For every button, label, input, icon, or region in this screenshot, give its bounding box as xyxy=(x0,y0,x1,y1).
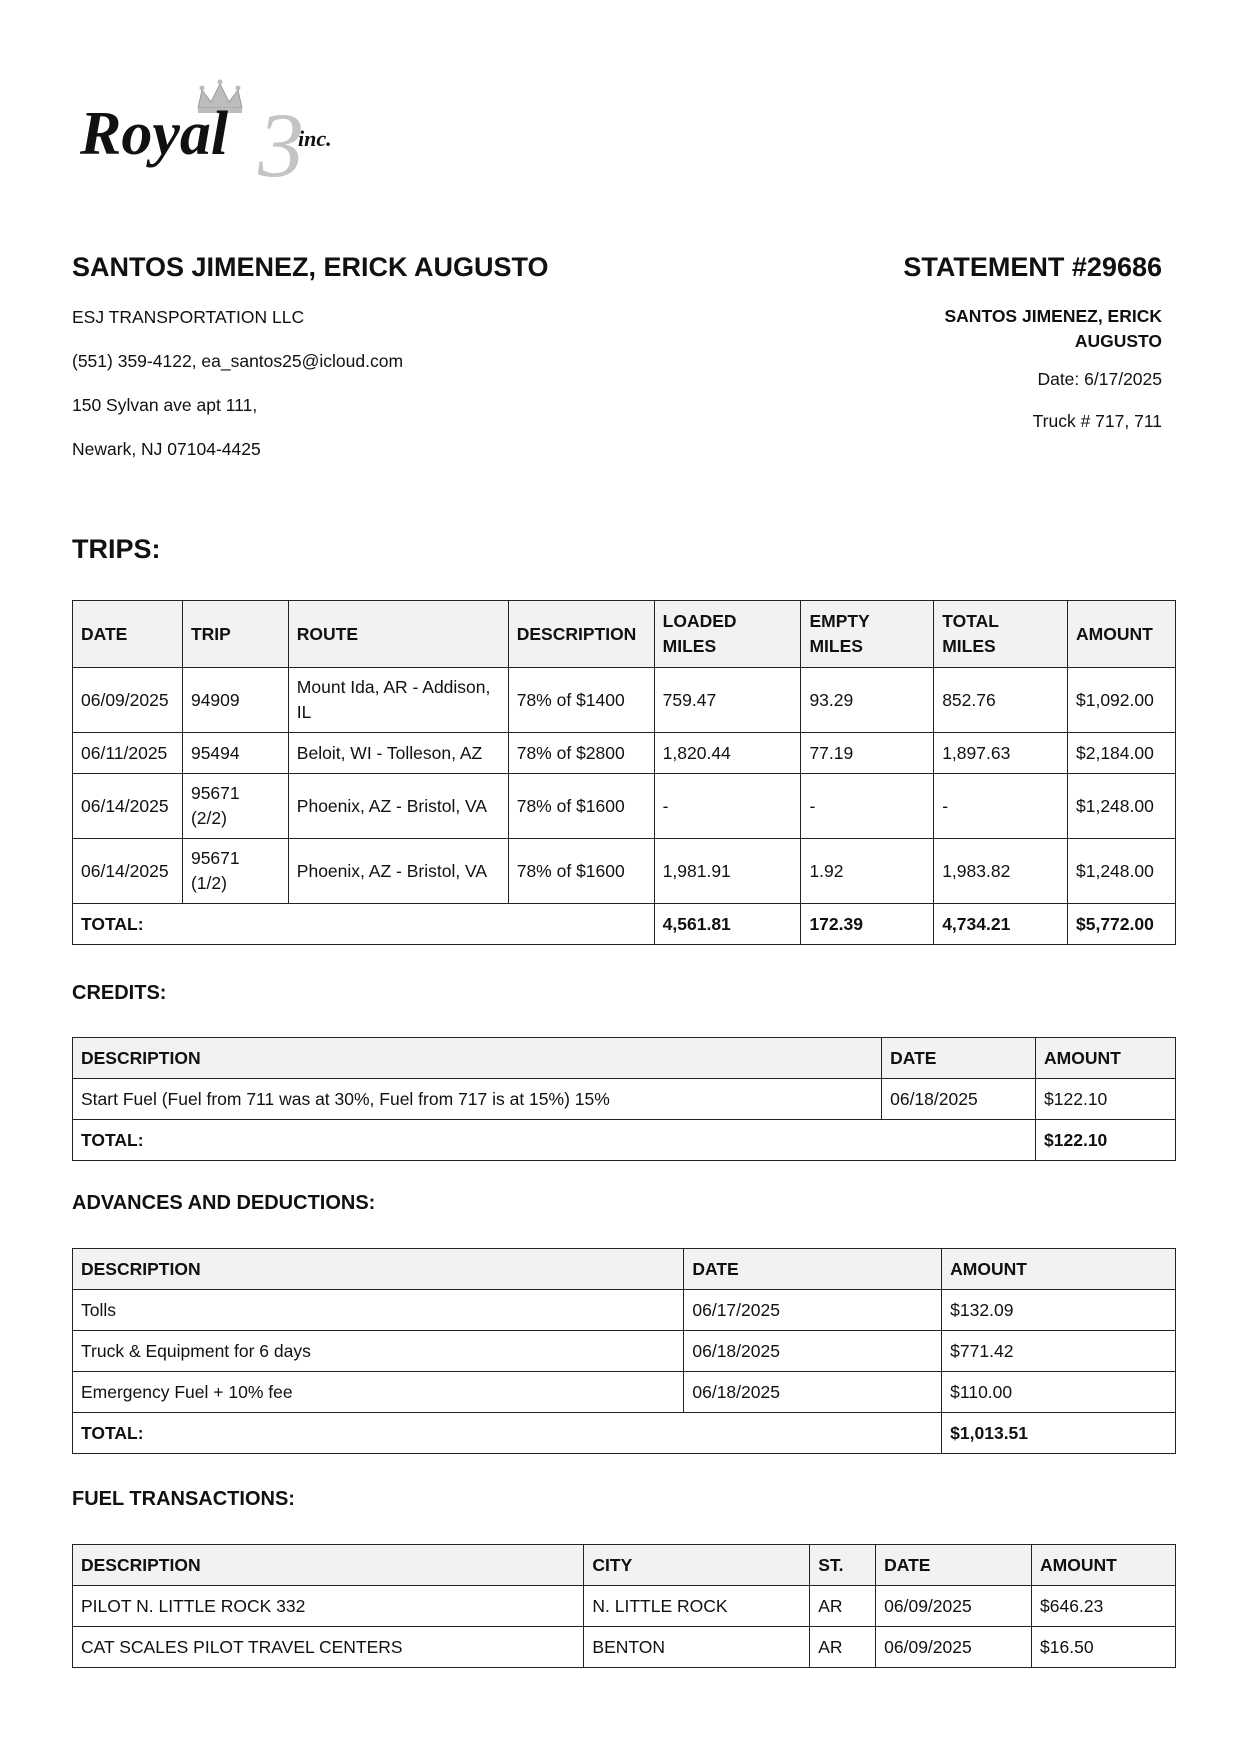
fuel-title: FUEL TRANSACTIONS: xyxy=(72,1488,295,1510)
credits-title: CREDITS: xyxy=(72,982,167,1004)
trip-loaded-miles: - xyxy=(654,774,801,839)
col-header-empty-miles: EMPTY MILES xyxy=(801,601,934,668)
statement-info xyxy=(762,250,1162,432)
col-header-amount: AMOUNT xyxy=(1036,1038,1176,1079)
credit-description: Start Fuel (Fuel from 711 was at 30%, Fuel from 717 is at 15%) 15% xyxy=(73,1079,882,1120)
total-label: TOTAL: xyxy=(73,904,655,945)
table-row xyxy=(73,1586,1176,1627)
trip-total-miles: 1,897.63 xyxy=(934,733,1068,774)
col-header-route: ROUTE xyxy=(288,601,508,668)
fuel-city: BENTON xyxy=(584,1627,810,1668)
col-header-total-miles: TOTAL MILES xyxy=(934,601,1068,668)
col-header-state: ST. xyxy=(810,1545,876,1586)
trip-description: 78% of $1600 xyxy=(508,774,654,839)
fuel-state: AR xyxy=(810,1627,876,1668)
col-header-description: DESCRIPTION xyxy=(73,1038,882,1079)
col-header-amount: AMOUNT xyxy=(1032,1545,1176,1586)
trips-title: TRIPS: xyxy=(72,534,161,564)
deduction-description: Truck & Equipment for 6 days xyxy=(73,1331,684,1372)
col-header-trip: TRIP xyxy=(182,601,288,668)
trip-number: 95494 xyxy=(182,733,288,774)
trip-description: 78% of $1400 xyxy=(508,668,654,733)
trip-amount: $1,248.00 xyxy=(1068,839,1176,904)
driver-info xyxy=(72,250,672,460)
credit-date: 06/18/2025 xyxy=(882,1079,1036,1120)
statement-driver-name-line-2: AUGUSTO xyxy=(1074,331,1162,351)
trip-amount: $1,248.00 xyxy=(1068,774,1176,839)
col-header-city: CITY xyxy=(584,1545,810,1586)
col-header-description: DESCRIPTION xyxy=(508,601,654,668)
trip-date: 06/14/2025 xyxy=(73,774,183,839)
fuel-date: 06/09/2025 xyxy=(876,1586,1032,1627)
total-amount: $122.10 xyxy=(1036,1120,1176,1161)
table-row xyxy=(73,1331,1176,1372)
fuel-state: AR xyxy=(810,1586,876,1627)
deduction-amount: $771.42 xyxy=(942,1331,1176,1372)
trip-empty-miles: 93.29 xyxy=(801,668,934,733)
trip-route: Mount Ida, AR - Addison, IL xyxy=(288,668,508,733)
svg-text:Royal: Royal xyxy=(80,100,229,168)
col-header-description: DESCRIPTION xyxy=(73,1545,584,1586)
fuel-amount: $16.50 xyxy=(1032,1627,1176,1668)
trip-route: Phoenix, AZ - Bristol, VA xyxy=(288,839,508,904)
trip-empty-miles: 1.92 xyxy=(801,839,934,904)
trip-number: 95671 (1/2) xyxy=(182,839,288,904)
deduction-date: 06/18/2025 xyxy=(684,1372,942,1413)
svg-text:inc.: inc. xyxy=(298,126,332,151)
col-header-loaded-miles: LOADED MILES xyxy=(654,601,801,668)
trip-route: Beloit, WI - Tolleson, AZ xyxy=(288,733,508,774)
table-row xyxy=(73,1372,1176,1413)
deduction-description: Tolls xyxy=(73,1290,684,1331)
credit-amount: $122.10 xyxy=(1036,1079,1176,1120)
col-header-date: DATE xyxy=(876,1545,1032,1586)
deduction-amount: $110.00 xyxy=(942,1372,1176,1413)
table-row xyxy=(73,1079,1176,1120)
deduction-date: 06/18/2025 xyxy=(684,1331,942,1372)
crown-logo-icon xyxy=(80,76,380,191)
fuel-table xyxy=(72,1544,1176,1668)
total-amount: $5,772.00 xyxy=(1068,904,1176,945)
deduction-date: 06/17/2025 xyxy=(684,1290,942,1331)
table-row xyxy=(73,774,1176,839)
truck-numbers: Truck # 717, 711 xyxy=(1032,411,1162,431)
trips-total-row xyxy=(73,904,1176,945)
deduction-amount: $132.09 xyxy=(942,1290,1176,1331)
statement-number: STATEMENT #29686 xyxy=(903,252,1162,282)
advances-title: ADVANCES AND DEDUCTIONS: xyxy=(72,1192,376,1214)
company-name: ESJ TRANSPORTATION LLC xyxy=(72,307,305,327)
trip-loaded-miles: 1,981.91 xyxy=(654,839,801,904)
statement-driver-name xyxy=(762,304,1162,354)
table-row xyxy=(73,733,1176,774)
trip-number: 94909 xyxy=(182,668,288,733)
trip-empty-miles: - xyxy=(801,774,934,839)
address-line-1: 150 Sylvan ave apt 111, xyxy=(72,395,258,415)
trip-loaded-miles: 1,820.44 xyxy=(654,733,801,774)
total-label: TOTAL: xyxy=(73,1120,1036,1161)
statement-driver-name-line-1: SANTOS JIMENEZ, ERICK xyxy=(944,306,1162,326)
fuel-description: PILOT N. LITTLE ROCK 332 xyxy=(73,1586,584,1627)
trip-total-miles: 852.76 xyxy=(934,668,1068,733)
trip-date: 06/09/2025 xyxy=(73,668,183,733)
trip-loaded-miles: 759.47 xyxy=(654,668,801,733)
trip-date: 06/14/2025 xyxy=(73,839,183,904)
trip-date: 06/11/2025 xyxy=(73,733,183,774)
trip-total-miles: - xyxy=(934,774,1068,839)
total-total-miles: 4,734.21 xyxy=(934,904,1068,945)
driver-name: SANTOS JIMENEZ, ERICK AUGUSTO xyxy=(72,252,549,282)
col-header-description: DESCRIPTION xyxy=(73,1249,684,1290)
trips-table xyxy=(72,600,1176,945)
royal-3-logo xyxy=(80,76,380,191)
trip-number: 95671 (2/2) xyxy=(182,774,288,839)
col-header-amount: AMOUNT xyxy=(1068,601,1176,668)
trip-description: 78% of $2800 xyxy=(508,733,654,774)
fuel-description: CAT SCALES PILOT TRAVEL CENTERS xyxy=(73,1627,584,1668)
table-row xyxy=(73,839,1176,904)
advances-table xyxy=(72,1248,1176,1454)
deduction-description: Emergency Fuel + 10% fee xyxy=(73,1372,684,1413)
credits-total-row xyxy=(73,1120,1176,1161)
col-header-date: DATE xyxy=(684,1249,942,1290)
fuel-city: N. LITTLE ROCK xyxy=(584,1586,810,1627)
table-row xyxy=(73,668,1176,733)
contact-info: (551) 359-4122, ea_santos25@icloud.com xyxy=(72,351,404,371)
total-amount: $1,013.51 xyxy=(942,1413,1176,1454)
fuel-date: 06/09/2025 xyxy=(876,1627,1032,1668)
address-line-2: Newark, NJ 07104-4425 xyxy=(72,439,261,459)
table-row xyxy=(73,1627,1176,1668)
table-row xyxy=(73,1290,1176,1331)
col-header-amount: AMOUNT xyxy=(942,1249,1176,1290)
col-header-date: DATE xyxy=(73,601,183,668)
total-loaded-miles: 4,561.81 xyxy=(654,904,801,945)
statement-date: Date: 6/17/2025 xyxy=(1037,369,1162,389)
trip-empty-miles: 77.19 xyxy=(801,733,934,774)
credits-table xyxy=(72,1037,1176,1161)
advances-total-row xyxy=(73,1413,1176,1454)
trip-route: Phoenix, AZ - Bristol, VA xyxy=(288,774,508,839)
total-label: TOTAL: xyxy=(73,1413,942,1454)
fuel-amount: $646.23 xyxy=(1032,1586,1176,1627)
col-header-date: DATE xyxy=(882,1038,1036,1079)
total-empty-miles: 172.39 xyxy=(801,904,934,945)
trip-amount: $1,092.00 xyxy=(1068,668,1176,733)
trip-description: 78% of $1600 xyxy=(508,839,654,904)
svg-text:3: 3 xyxy=(258,94,304,191)
trip-amount: $2,184.00 xyxy=(1068,733,1176,774)
trip-total-miles: 1,983.82 xyxy=(934,839,1068,904)
